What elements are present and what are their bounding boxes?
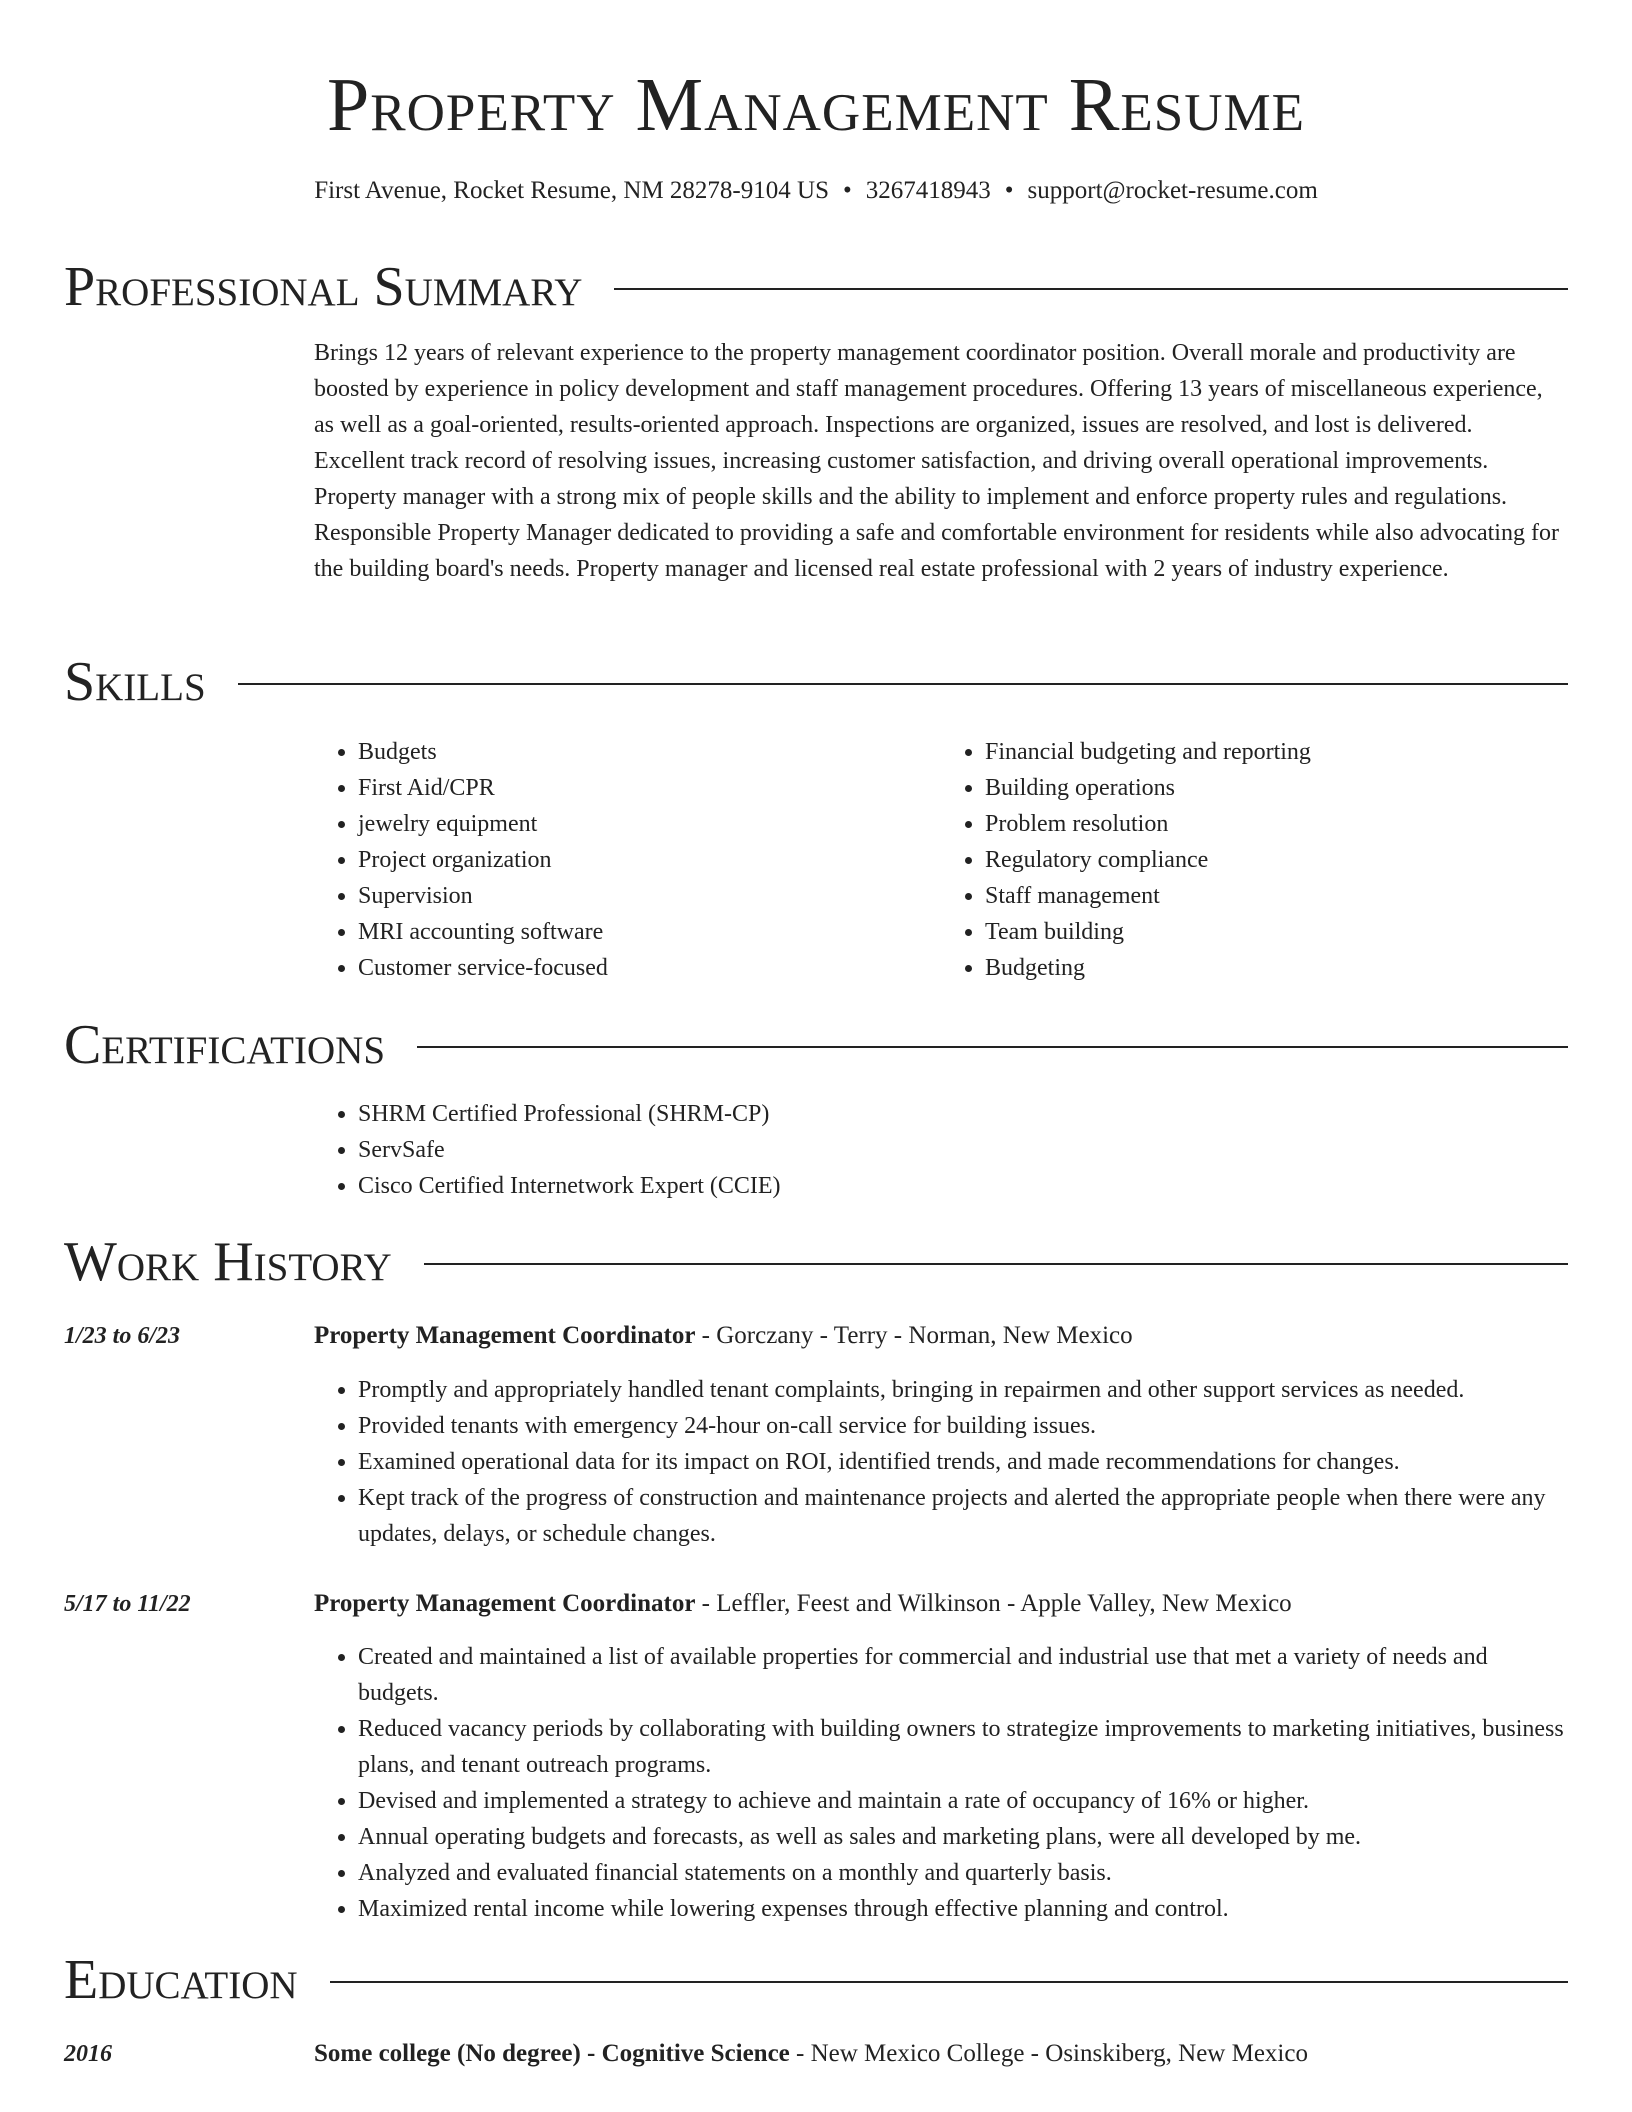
duty-item: • Promptly and appropriately handled tenant complaints, bringing in repairmen and other support services as needed. bbox=[358, 1372, 1568, 1408]
skill-item: • Customer service-focused bbox=[358, 950, 941, 986]
skill-item: • Building operations bbox=[985, 770, 1568, 806]
job-duties bbox=[314, 1639, 1568, 1927]
contact-separator: • bbox=[842, 177, 852, 204]
skill-item: • Team building bbox=[985, 914, 1568, 950]
certifications-list bbox=[314, 1096, 1568, 1204]
duty-item: • Provided tenants with emergency 24-hour on-call service for building issues. bbox=[358, 1408, 1568, 1444]
certification-item: • Cisco Certified Internetwork Expert (CCIE) bbox=[358, 1168, 1568, 1204]
duty-item: • Created and maintained a list of available properties for commercial and industrial use that met a variety of needs and budgets. bbox=[358, 1639, 1568, 1711]
job-duties-list bbox=[314, 1639, 1568, 1927]
certifications-heading bbox=[64, 1013, 1568, 1077]
section-divider bbox=[424, 1263, 1568, 1265]
job-duties bbox=[314, 1372, 1568, 1552]
skill-item: • Regulatory compliance bbox=[985, 842, 1568, 878]
education-heading bbox=[64, 1948, 1568, 2012]
skill-item: • Supervision bbox=[358, 878, 941, 914]
duty-item: • Reduced vacancy periods by collaborating with building owners to strategize improvements to marketing initiatives, business plans, and tenant outreach programs. bbox=[358, 1711, 1568, 1783]
contact-email[interactable]: support@rocket-resume.com bbox=[1027, 177, 1318, 204]
section-title: Skills bbox=[64, 651, 206, 713]
skill-item: • Financial budgeting and reporting bbox=[985, 734, 1568, 770]
duty-item: • Kept track of the progress of construction and maintenance projects and alerted the appropriate people when there were any updates, delays, or schedule changes. bbox=[358, 1480, 1568, 1552]
job-employer: - Leffler, Feest and Wilkinson - Apple Valley, New Mexico bbox=[695, 1590, 1292, 1617]
resume-name: Property Management Resume bbox=[326, 63, 1306, 147]
certification-item: • ServSafe bbox=[358, 1132, 1568, 1168]
skill-item: • jewelry equipment bbox=[358, 806, 941, 842]
duty-item: • Annual operating budgets and forecasts, as well as sales and marketing plans, were all developed by me. bbox=[358, 1819, 1568, 1855]
job-title-line bbox=[314, 1586, 1568, 1622]
duty-item: • Devised and implemented a strategy to achieve and maintain a rate of occupancy of 16% or higher. bbox=[358, 1783, 1568, 1819]
section-divider bbox=[330, 1981, 1568, 1983]
certification-item: • SHRM Certified Professional (SHRM-CP) bbox=[358, 1096, 1568, 1132]
job-role: Property Management Coordinator bbox=[314, 1322, 696, 1349]
summary-heading bbox=[64, 255, 1568, 319]
education-degree: Some college (No degree) - Cognitive Science bbox=[314, 2040, 790, 2067]
section-title: Certifications bbox=[64, 1014, 386, 1076]
skills-list-left bbox=[314, 734, 941, 986]
section-divider bbox=[417, 1046, 1568, 1048]
skill-item: • MRI accounting software bbox=[358, 914, 941, 950]
skill-item: • Staff management bbox=[985, 878, 1568, 914]
contact-phone: 3267418943 bbox=[865, 177, 991, 204]
contact-line bbox=[0, 174, 1632, 208]
job-dates: 5/17 to 11/22 bbox=[64, 1591, 191, 1617]
job-employer: - Gorczany - Terry - Norman, New Mexico bbox=[695, 1322, 1133, 1349]
job-duties-list bbox=[314, 1372, 1568, 1552]
duty-item: • Analyzed and evaluated financial statements on a monthly and quarterly basis. bbox=[358, 1855, 1568, 1891]
section-title: Education bbox=[64, 1949, 298, 2011]
skills-list-right bbox=[941, 734, 1568, 986]
section-title: Work History bbox=[64, 1231, 392, 1293]
contact-address: First Avenue, Rocket Resume, NM 28278-9104 US bbox=[314, 177, 829, 204]
skill-item: • First Aid/CPR bbox=[358, 770, 941, 806]
education-school: - New Mexico College - Osinskiberg, New Mexico bbox=[789, 2040, 1308, 2067]
skill-item: • Project organization bbox=[358, 842, 941, 878]
work-history-heading bbox=[64, 1230, 1568, 1294]
contact-separator: • bbox=[1004, 177, 1014, 204]
section-divider bbox=[238, 683, 1568, 685]
skills-heading bbox=[64, 650, 1568, 714]
education-line bbox=[314, 2036, 1568, 2072]
skill-item: • Problem resolution bbox=[985, 806, 1568, 842]
skill-item: • Budgeting bbox=[985, 950, 1568, 986]
duty-item: • Maximized rental income while lowering expenses through effective planning and control. bbox=[358, 1891, 1568, 1927]
skills-section bbox=[314, 734, 1568, 986]
certifications-section bbox=[314, 1096, 1568, 1204]
job-role: Property Management Coordinator bbox=[314, 1590, 696, 1617]
duty-item: • Examined operational data for its impact on ROI, identified trends, and made recommendations for changes. bbox=[358, 1444, 1568, 1480]
section-title: Professional Summary bbox=[64, 256, 583, 318]
skill-item: • Budgets bbox=[358, 734, 941, 770]
summary-section bbox=[314, 335, 1568, 587]
education-year: 2016 bbox=[64, 2041, 112, 2067]
section-divider bbox=[614, 288, 1568, 290]
job-title-line bbox=[314, 1318, 1568, 1354]
job-dates: 1/23 to 6/23 bbox=[64, 1323, 181, 1349]
summary-text: Brings 12 years of relevant experience to the property management coordinator position. Overall morale and productivity are boosted by experience in policy development and staff management procedures. Offering 13 years of miscellaneous experience, as well as a goal-oriented, results-oriented approach. Inspections are organized, issues are resolved, and lost is delivered. Excellent track record of resolving issues, increasing customer satisfaction, and driving overall operational improvements. Property manager with a strong mix of people skills and the ability to implement and enforce property rules and regulations. Responsible Property Manager dedicated to providing a safe and comfortable environment for residents while also advocating for the building board's needs. Property manager and licensed real estate professional with 2 years of industry experience. bbox=[314, 340, 1559, 582]
